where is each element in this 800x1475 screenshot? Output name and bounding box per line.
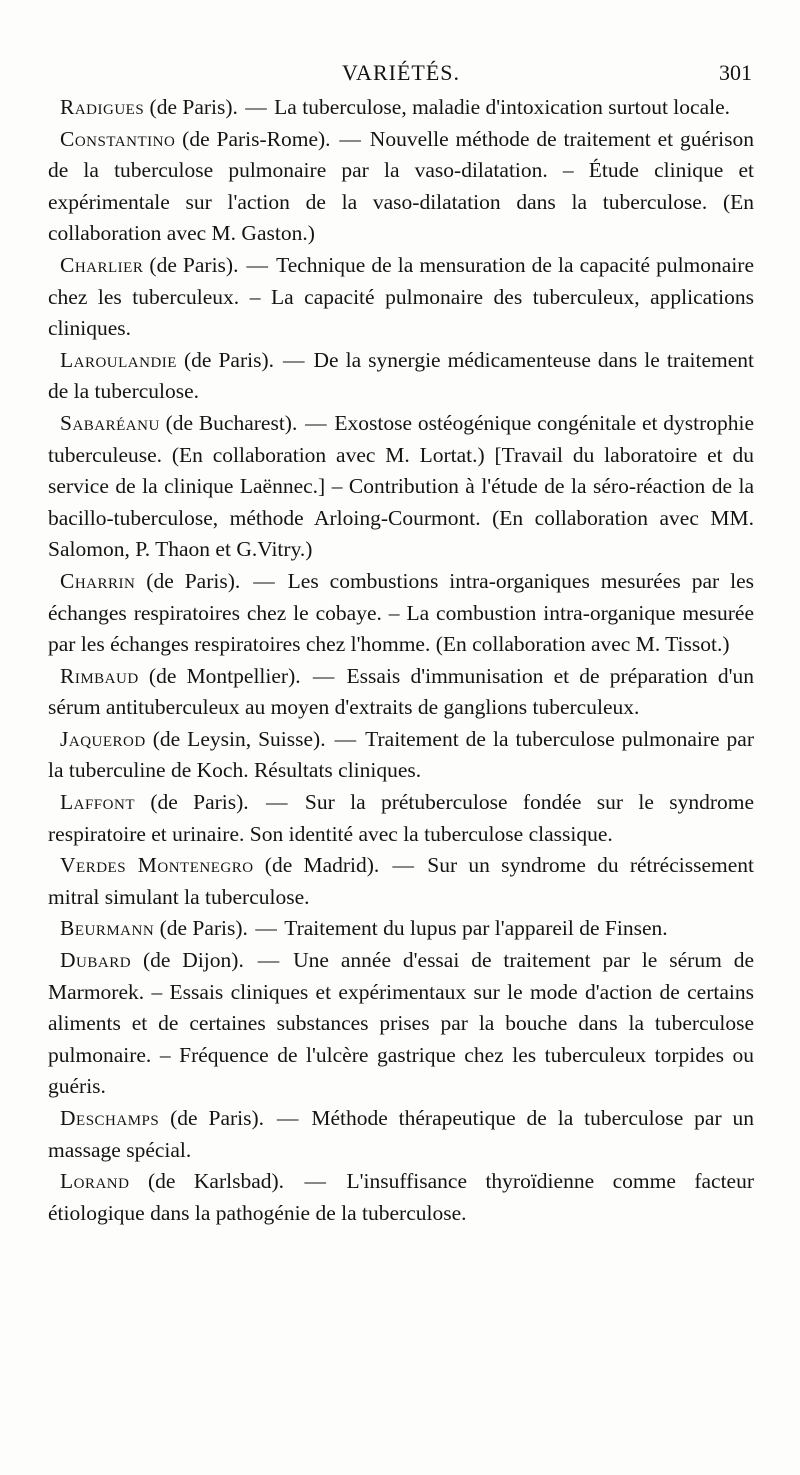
bibliography-entry [48, 787, 754, 850]
author-name: Lorand [60, 1169, 130, 1194]
author-origin: (de Paris). [146, 568, 241, 593]
entry-text: Essais d'immunisation et de préparation d'un sérum antituberculeux au moyen d'extraits de ganglions tuberculeux. [48, 663, 755, 720]
author-origin: (de Paris). [149, 252, 239, 277]
author-name: Radigues [60, 95, 145, 119]
author-name: Dubard [60, 948, 132, 973]
bibliography-entry [48, 913, 754, 945]
entry-text: Les combustions intra-organiques mesurées par les échanges respiratoires chez le cobaye. – La combustion intra-organique mesurée par les échanges respiratoires chez l'homme. (En collaboration avec M. Tissot.) [48, 568, 754, 657]
author-name: Rimbaud [60, 663, 139, 688]
author-name: Charlier [60, 252, 144, 277]
author-name: Beurmann [60, 916, 155, 941]
author-origin: (de Madrid). [264, 853, 380, 878]
bibliography-entry [48, 566, 754, 661]
author-name: Laffont [60, 790, 135, 815]
author-name: Charrin [60, 568, 136, 593]
author-origin: (de Paris). [149, 95, 238, 119]
bibliography-entry [48, 945, 754, 1103]
em-dash: — [240, 252, 275, 277]
bibliography-entry [48, 661, 754, 724]
author-origin: (de Paris-Rome). [182, 126, 331, 151]
running-head [48, 56, 754, 90]
em-dash: — [242, 568, 286, 593]
bibliography-entry [48, 408, 754, 566]
em-dash: — [332, 126, 368, 151]
em-dash: — [327, 726, 364, 751]
page-number: 301 [719, 60, 752, 85]
em-dash: — [266, 1106, 310, 1130]
entry-text: Sur un syndrome du rétrécissement mitral simulant la tuberculose. [48, 853, 755, 909]
em-dash: — [286, 1169, 345, 1194]
bibliography-entry [48, 1166, 754, 1229]
author-origin: (de Montpellier). [148, 663, 301, 688]
entry-text: Méthode thérapeutique de la tuberculose par un massage spécial. [48, 1106, 754, 1162]
em-dash: — [249, 916, 283, 941]
bibliography-entry [48, 250, 754, 345]
bibliography-entry [48, 1103, 754, 1166]
entry-text: Nouvelle méthode de traitement et guérison de la tuberculose pulmonaire par la vaso-dilatation. – Étude clinique et expérimentale sur l'action de la vaso-dilatation dans la tuberculose. (En collaboration avec M. Gaston.) [48, 126, 754, 246]
entry-text: L'insuffisance thyroïdienne comme facteur étiologique dans la pathogénie de la tuberculose. [48, 1169, 755, 1225]
author-origin: (de Bucharest). [165, 410, 298, 435]
em-dash: — [245, 948, 292, 973]
author-origin: (de Leysin, Suisse). [152, 726, 326, 751]
em-dash: — [381, 853, 426, 878]
entry-text: Une année d'essai de traitement par le sérum de Marmorek. – Essais cliniques et expérimentaux sur le mode d'action de certains aliments et de certaines substances prises par la bouche dans la tuberculose pulmonaire. – Fréquence de l'ulcère gastrique chez les tuberculeux torpides ou guéris. [48, 948, 754, 1099]
running-title: VARIÉTÉS. [342, 60, 460, 85]
entry-text: De la synergie médicamenteuse dans le traitement de la tuberculose. [48, 347, 754, 404]
entry-text: Traitement du lupus par l'appareil de Finsen. [284, 916, 668, 941]
em-dash: — [276, 347, 312, 372]
author-name: Sabaréanu [60, 410, 160, 435]
entry-text: Sur la prétuberculose fondée sur le syndrome respiratoire et urinaire. Son identité avec la tuberculose classique. [48, 790, 754, 846]
author-name: Jaquerod [60, 726, 146, 751]
entry-text: La tuberculose, maladie d'intoxication surtout locale. [274, 95, 730, 119]
author-origin: (de Paris). [170, 1106, 265, 1130]
author-name: Verdes Montenegro [60, 853, 254, 878]
em-dash: — [302, 663, 345, 688]
bibliography-entry [48, 724, 754, 787]
author-origin: (de Karlsbad). [147, 1169, 285, 1194]
bibliography-list [48, 92, 754, 1229]
entry-text: Traitement de la tuberculose pulmonaire par la tuberculine de Koch. Résultats cliniques. [48, 726, 755, 783]
bibliography-entry [48, 124, 754, 250]
author-origin: (de Paris). [150, 790, 249, 815]
bibliography-entry [48, 345, 754, 408]
em-dash: — [239, 95, 273, 119]
author-name: Deschamps [60, 1106, 160, 1130]
em-dash: — [250, 790, 303, 815]
author-name: Laroulandie [60, 347, 177, 372]
author-origin: (de Paris). [159, 916, 248, 941]
entry-text: Technique de la mensuration de la capacité pulmonaire chez les tuberculeux. – La capacité pulmonaire des tuberculeux, applications cliniques. [48, 252, 754, 341]
bibliography-entry [48, 850, 754, 913]
author-name: Constantino [60, 126, 176, 151]
entry-text: Exostose ostéogénique congénitale et dystrophie tuberculeuse. (En collaboration avec M. Lortat.) [Travail du laboratoire et du service de la clinique Laënnec.] – Contribution à l'étude de la séro-réaction de la bacillo-tuberculose, méthode Arloing-Courmont. (En collaboration avec MM. Salomon, P. Thaon et G.Vitry.) [48, 410, 755, 562]
bibliography-entry [48, 92, 754, 124]
author-origin: (de Dijon). [142, 948, 244, 973]
author-origin: (de Paris). [183, 347, 274, 372]
em-dash: — [299, 410, 333, 435]
